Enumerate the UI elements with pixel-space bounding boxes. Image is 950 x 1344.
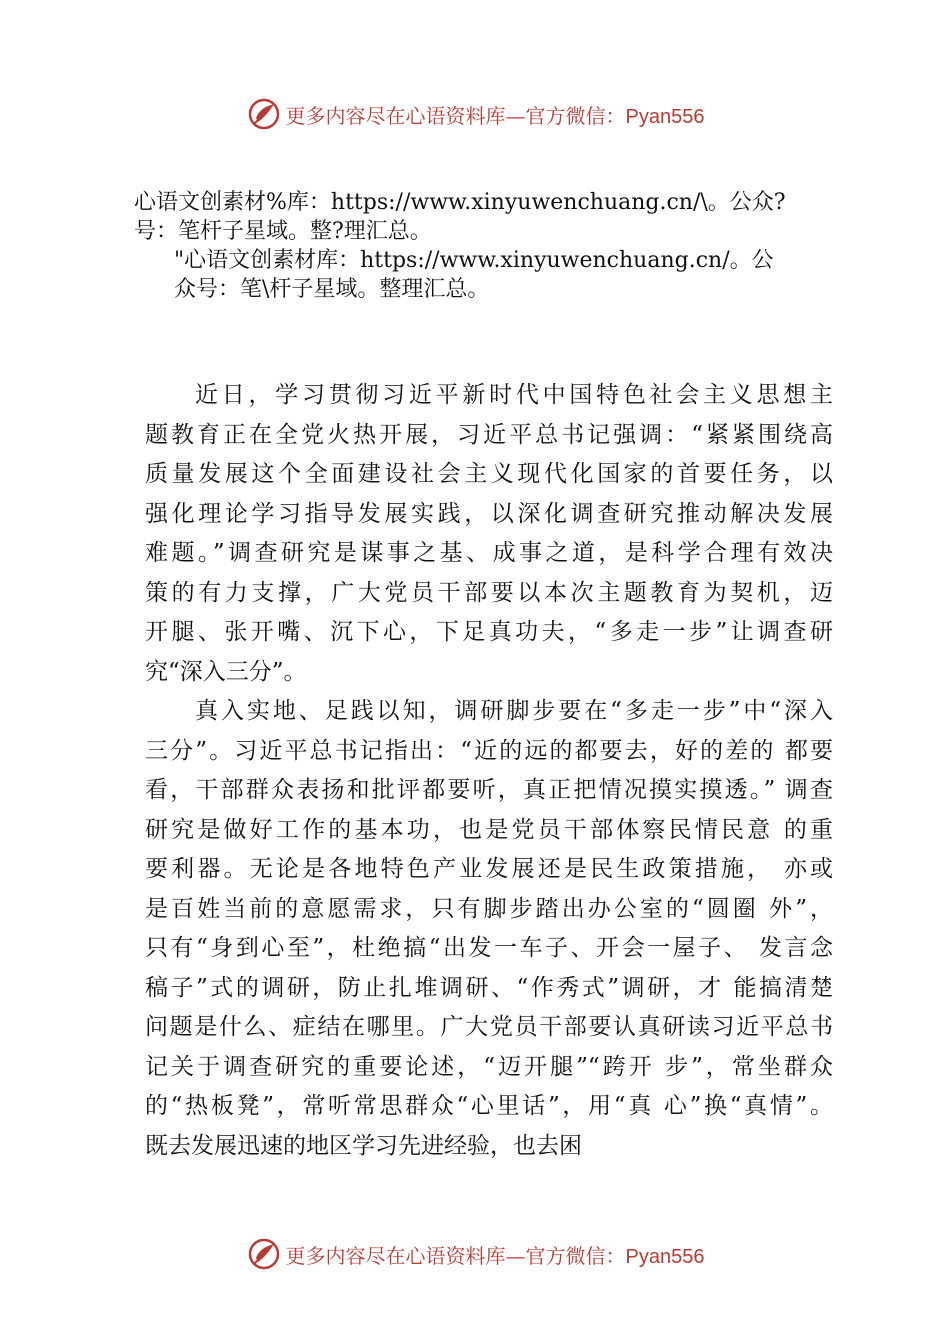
- paragraph-line: 问题是什么、症结在哪里。广大党员干部要认真研读习近平总书: [145, 1014, 833, 1040]
- paragraph-line: 究“深入三分”。: [145, 658, 307, 685]
- banner-cn-text: 更多内容尽在心语资料库—官方微信：: [285, 103, 626, 128]
- article-body: [145, 376, 833, 1166]
- top-banner: [0, 94, 950, 134]
- paragraph-line: 研究是做好工作的基本功，也是党员干部体察民情民意 的重: [145, 816, 833, 843]
- source-note: [134, 188, 854, 304]
- banner-text: [286, 1240, 705, 1269]
- source-line-1: 心语文创素材%库：https://www.xinyuwenchuang.cn/\。公众?: [134, 190, 786, 215]
- paragraph-line: 开腿、张开嘴、沉下心，下足真功夫，“多走一步”让调查研: [145, 619, 833, 645]
- paragraph-2: [145, 692, 833, 1166]
- paragraph-line: 难题。”调查研究是谋事之基、成事之道，是科学合理有效决: [145, 540, 833, 566]
- paragraph-line: 三分”。习近平总书记指出：“近的远的都要去，好的差的 都要: [145, 737, 833, 764]
- banner-wechat-id: Pyan556: [625, 1245, 705, 1268]
- banner-wechat-id: Pyan556: [625, 105, 705, 128]
- paragraph-line: 记关于调查研究的重要论述，“迈开腿”“跨开 步”，常坐群众: [145, 1053, 833, 1080]
- paragraph-line: 质量发展这个全面建设社会主义现代化国家的首要任务，以: [145, 461, 833, 487]
- paragraph-line: 既去发展迅速的地区学习先进经验，也去困: [145, 1132, 582, 1159]
- banner-content: [246, 1236, 705, 1272]
- paragraph-1: [145, 376, 833, 692]
- paragraph-line: 题教育正在全党火热开展，习近平总书记强调：“紧紧围绕高: [145, 421, 833, 448]
- paragraph-line: 策的有力支撑，广大党员干部要以本次主题教育为契机，迈: [145, 579, 833, 606]
- paragraph-line: 稿子”式的调研，防止扎堆调研、“作秀式”调研，才 能搞清楚: [145, 974, 833, 1001]
- banner-cn-text: 更多内容尽在心语资料库—官方微信：: [285, 1243, 626, 1268]
- brand-logo-icon: [246, 1236, 282, 1272]
- source-line-2: 号：笔杆子星域。整?理汇总。: [134, 219, 432, 244]
- banner-content: [246, 96, 705, 132]
- paragraph-line: 看，干部群众表扬和批评都要听，真正把情况摸实摸透。” 调查: [145, 777, 833, 803]
- paragraph-line: 只有“身到心至”，杜绝搞“出发一车子、开会一屋子、 发言念: [145, 935, 833, 961]
- paragraph-line: 强化理论学习指导发展实践，以深化调查研究推动解决发展: [145, 500, 833, 527]
- banner-text: [286, 100, 705, 129]
- paragraph-line: 是百姓当前的意愿需求，只有脚步踏出办公室的“圆圈 外”，: [145, 895, 833, 922]
- brand-logo-icon: [246, 96, 282, 132]
- paragraph-line: 近日，学习贯彻习近平新时代中国特色社会主义思想主: [195, 382, 833, 408]
- paragraph-line: 要利器。无论是各地特色产业发展还是民生政策措施， 亦或: [145, 856, 833, 882]
- source-line-3: "心语文创素材库：https://www.xinyuwenchuang.cn/。公: [174, 248, 774, 273]
- paragraph-line: 的“热板凳”，常听常思群众“心里话”，用“真 心”换“真情”。: [145, 1093, 833, 1119]
- paragraph-line: 真入实地、足践以知，调研脚步要在“多走一步”中“深入: [195, 698, 833, 724]
- bottom-banner: [0, 1234, 950, 1274]
- source-line-4: 众号：笔\杆子星域。整理汇总。: [174, 277, 490, 302]
